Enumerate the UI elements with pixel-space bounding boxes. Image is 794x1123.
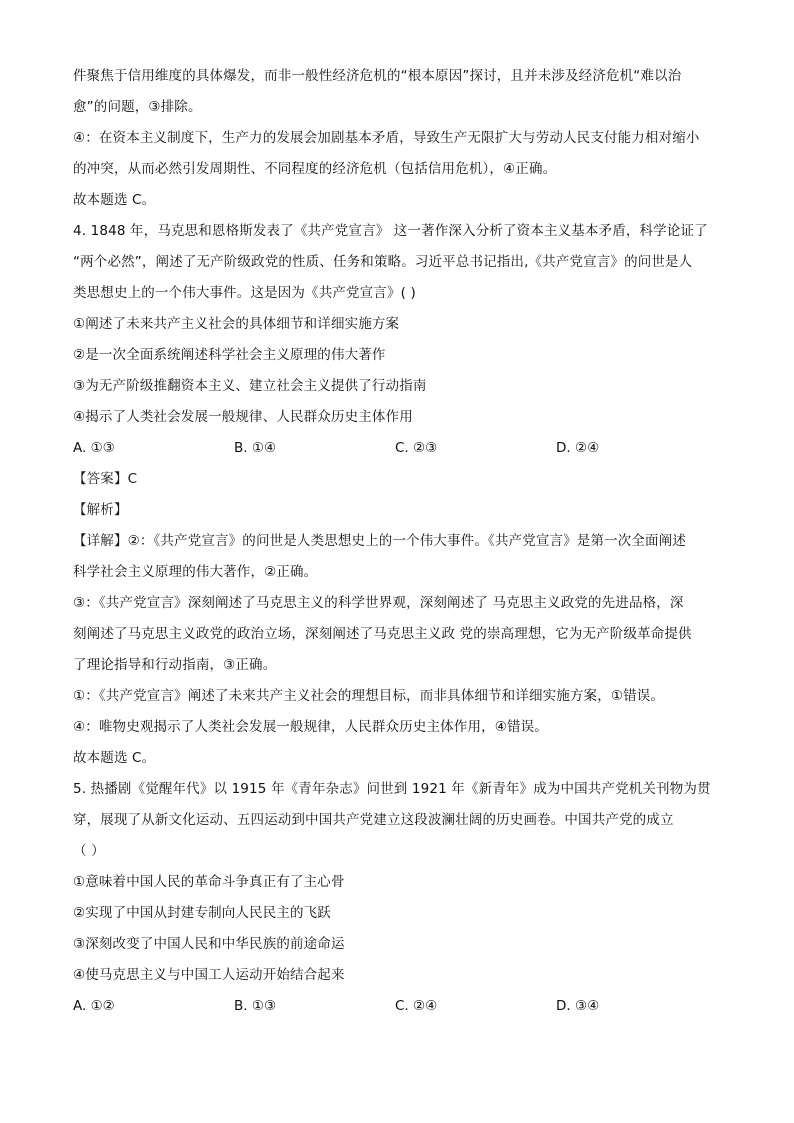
answer-options [73, 433, 725, 464]
option-b: B. ①④ [234, 440, 277, 456]
conclusion-text: 故本题选 C。 [73, 750, 156, 766]
question-stem: 4. 1848 年，马克思和恩格斯发表了《共产党宣言》 这一著作深入分析了资本主义基本矛盾，科学论证了 [73, 223, 708, 239]
question-stem: 穿，展现了从新文化运动、五四运动到中国共产党建立这段波澜壮阔的历史画卷。中国共产党的成立 [73, 812, 674, 828]
option-a: A. ①② [73, 998, 115, 1014]
text-line: ④：在资本主义制度下，生产力的发展会加剧基本矛盾，导致生产无限扩大与劳动人民支付能力相对缩小 [73, 130, 700, 146]
question-4 [73, 216, 725, 774]
detail-text: ④：唯物史观揭示了人类社会发展一般规律，人民群众历史主体作用，④错误。 [73, 719, 548, 735]
statement-item: ①阐述了未来共产主义社会的具体细节和详细实施方案 [73, 316, 400, 332]
option-d: D. ②④ [556, 440, 600, 456]
option-d: D. ③④ [556, 998, 600, 1014]
answer-options [73, 991, 725, 1022]
option-c: C. ②④ [395, 998, 438, 1014]
statement-item: ③深刻改变了中国人民和中华民族的前途命运 [73, 936, 345, 952]
statement-item: ③为无产阶级推翻资本主义、建立社会主义提供了行动指南 [73, 378, 427, 394]
question-stem: 5. 热播剧《觉醒年代》以 1915 年《青年杂志》问世到 1921 年《新青年》成为中国共产党机关刊物为贯 [73, 781, 711, 797]
statement-item: ②实现了中国从封建专制向人民民主的飞跃 [73, 905, 331, 921]
statement-item: ④揭示了人类社会发展一般规律、人民群众历史主体作用 [73, 409, 413, 425]
detail-text: ①：《共产党宣言》阐述了未来共产主义社会的理想目标，而非具体细节和详细实施方案，①错误。 [73, 688, 665, 704]
conclusion-text: 故本题选 C。 [73, 192, 156, 208]
text-line: 愈”的问题，③排除。 [73, 99, 202, 115]
question-5 [73, 774, 725, 1022]
option-c: C. ②③ [395, 440, 438, 456]
statement-item: ①意味着中国人民的革命斗争真正有了主心骨 [73, 874, 345, 890]
answer-label: 【答案】C [73, 471, 138, 487]
detail-text: 了理论指导和行动指南，③正确。 [73, 657, 277, 673]
statement-item: ④使马克思主义与中国工人运动开始结合起来 [73, 967, 345, 983]
analysis-label: 【解析】 [73, 502, 128, 518]
page-content [73, 61, 725, 1022]
statement-item: ②是一次全面系统阐述科学社会主义原理的伟大著作 [73, 347, 386, 363]
detail-text: 刻阐述了马克思主义政党的政治立场，深刻阐述了马克思主义政 党的崇高理想，它为无产阶级革命提供 [73, 626, 692, 642]
text-line: 的冲突，从而必然引发周期性、不同程度的经济危机（包括信用危机），④正确。 [73, 161, 557, 177]
option-b: B. ①③ [234, 998, 277, 1014]
detail-text: ③：《共产党宣言》深刻阐述了马克思主义的科学世界观，深刻阐述了 马克思主义政党的先进品格，深 [73, 595, 684, 611]
question-stem: （ ） [73, 843, 105, 859]
option-a: A. ①③ [73, 440, 115, 456]
detail-text: 【详解】②：《共产党宣言》的问世是人类思想史上的一个伟大事件。《共产党宣言》是第一次全面阐述 [73, 533, 687, 549]
text-line: 件聚焦于信用维度的具体爆发，而非一般性经济危机的“根本原因”探讨，且并未涉及经济危机“难以治 [73, 68, 682, 84]
question-stem: 类思想史上的一个伟大事件。这是因为《共产党宣言》( ) [73, 285, 416, 301]
question-stem: “两个必然”，阐述了无产阶级政党的性质、任务和策略。习近平总书记指出,《共产党宣言》的问世是人 [73, 254, 693, 270]
detail-text: 科学社会主义原理的伟大著作，②正确。 [73, 564, 318, 580]
